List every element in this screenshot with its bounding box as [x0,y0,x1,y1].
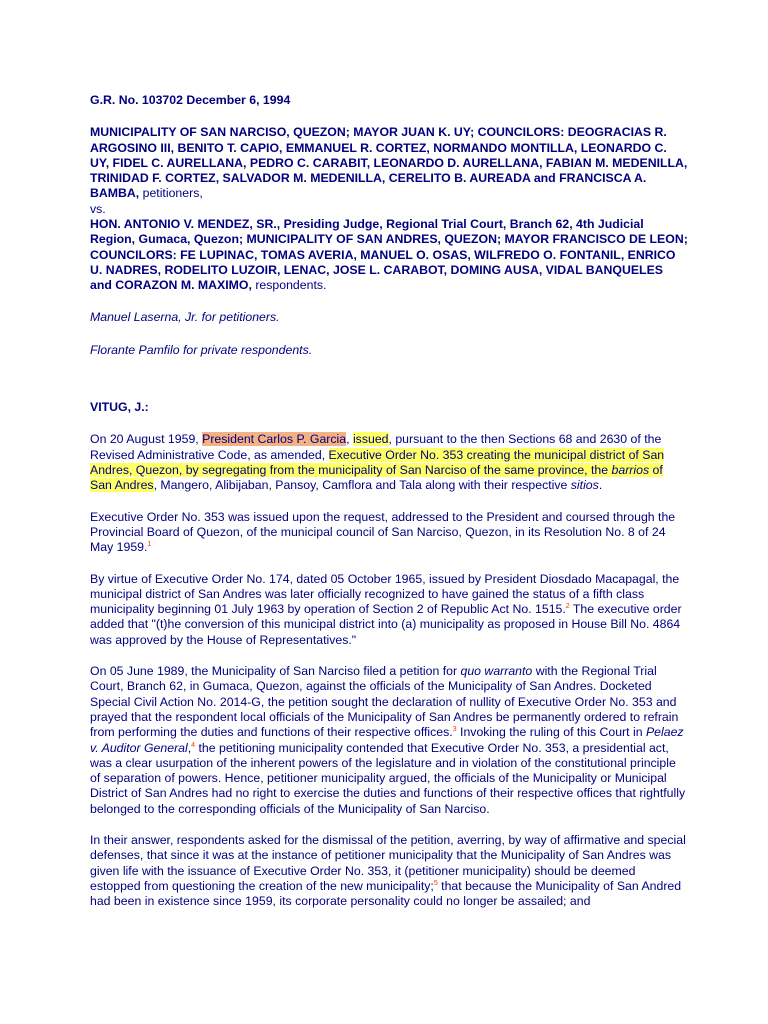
p4-text-b: with the Regional Trial Court, Branch 62, in Gumaca, Quezon, against the officials of the Municipality of San Andres. Docketed Special Civil Action No. 2014-G, the petition sought the declaration of nullity of Executive Order No. 353 and prayed that the respondent local officials of the Municipality of San Andres be permanently ordered to refrain from performing the duties and functions of their respective offices. [90,664,679,740]
p1-text-b: , [346,432,353,447]
p1-text-a: On 20 August 1959, [90,432,203,447]
sitios-term: sitios [570,478,599,493]
p4-text-d: , [187,740,192,755]
p1-text-c: , pursuant to the then Sections 68 and 2630 of the Revised Administrative Code, as amended, [90,432,662,462]
highlight-eo-text-1: Executive Order No. 353 creating the municipal district of San Andres, Quezon, by segregating from the municipality of San Narciso of the same province, the [90,447,665,478]
respondents-names: HON. ANTONIO V. MENDEZ, SR., Presiding Judge, Regional Trial Court, Branch 62, 4th Judicial Region, Gumaca, Quezon; MUNICIPALITY OF SAN ANDRES, QUEZON; MAYOR FRANCISCO DE LEON; COUNCILORS: FE LUPINAC, TOMAS AVERIA, MANUEL O. OSAS, WILFREDO O. FONTANIL, ENRICO U. NADRES, RODELITO LUZOIR, LENAC, JOSE L. CARABOT, DOMING AUSA, VIDAL BANQUELES and CORAZON M. MAXIMO, [90,217,688,293]
p5-text-a: In their answer, respondents asked for the dismissal of the petition, averring, by way of affirmative and special defenses, that since it was at the instance of petitioner municipality that the Municipality of San Andres was given life with the issuance of Executive Order No. 353, it (petitioner municipality) should be deemed estopped from questioning the creation of the new municipality; [90,832,686,893]
footnote-link-4[interactable]: 4 [191,741,196,749]
respondents-label: respondents. [251,278,327,293]
counsel-respondents: Florante Pamfilo for private respondents. [90,342,313,357]
p1-text-e: . [598,478,603,493]
case-citation: Pelaez v. Auditor General [90,725,684,755]
p4-text-c: Invoking the ruling of this Court in [456,725,646,740]
footnote-link-2[interactable]: 2 [565,603,570,611]
petitioners-label: petitioners, [139,186,203,201]
highlight-president[interactable]: President Carlos P. Garcia [202,432,347,447]
versus-label: vs. [90,201,106,216]
highlight-eo-text-2: of San Andres [90,463,663,493]
paragraph-5 [90,833,688,909]
p3-text-b: The executive order added that "(t)he conversion of this municipal district into (a) municipality as proposed in House Bill No. 4864 was approved by the House of Representatives." [90,602,682,647]
petitioners-names: MUNICIPALITY OF SAN NARCISO, QUEZON; MAYOR JUAN K. UY; COUNCILORS: DEOGRACIAS R. ARGOSINO III, BENITO T. CAPIO, EMMANUEL R. CORTEZ, NORMANDO MONTILLA, LEONARDO C. UY, FIDEL C. AURELLANA, PEDRO C. CARABIT, LEONARDO D. AURELLANA, FABIAN M. MEDENILLA, TRINIDAD F. CORTEZ, SALVADOR M. MEDENILLA, CERELITO B. AUREADA and FRANCISCA A. BAMBA, [90,125,688,201]
highlight-issued[interactable]: issued [352,432,389,447]
p3-text-a: By virtue of Executive Order No. 174, dated 05 October 1965, issued by President Diosdado Macapagal, the municipal district of San Andres was later officially recognized to have gained the status of a fifth class municipality beginning 01 July 1963 by operation of Section 2 of Republic Act No. 1515. [90,571,680,617]
p1-text-d: , Mangero, Alibijaban, Pansoy, Camflora and Tala along with their respective [153,478,571,493]
document-page [90,93,688,909]
p4-text-e: the petitioning municipality contended that Executive Order No. 353, a presidential act, was a clear usurpation of the inherent powers of the legislature and in violation of the constitutional principle of separation of powers. Hence, petitioner municipality argued, the officials of the Municipality or Municipal District of San Andres had no right to exercise the duties and functions of their respective offices that rightfully belonged to the corresponding officials of the Municipality of San Narciso. [90,740,686,816]
paragraph-4 [90,664,688,817]
counsel-petitioners: Manuel Laserna, Jr. for petitioners. [90,309,280,324]
footnote-link-1[interactable]: 1 [147,541,152,549]
quo-warranto-term: quo warranto [460,664,533,679]
p2-text: Executive Order No. 353 was issued upon the request, addressed to the President and coursed through the Provincial Board of Quezon, of the municipal council of San Narciso, Quezon, in its Resolution No. 8 of 24 May 1959. [90,509,676,555]
p5-text-b: that because the Municipality of San Andred had been in existence since 1959, its corporate personality could no longer be assailed; and [90,878,682,909]
paragraph-3 [90,572,688,648]
parties-block [90,125,688,293]
highlight-barrios: barrios [611,463,650,478]
case-number: G.R. No. 103702 December 6, 1994 [90,93,291,107]
ponente: VITUG, J.: [90,400,149,415]
p4-text-a: On 05 June 1989, the Municipality of San Narciso filed a petition for [90,664,461,679]
footnote-link-5[interactable]: 5 [433,879,438,887]
footnote-link-3[interactable]: 3 [452,726,457,734]
paragraph-2 [90,510,688,556]
paragraph-1 [90,432,688,493]
